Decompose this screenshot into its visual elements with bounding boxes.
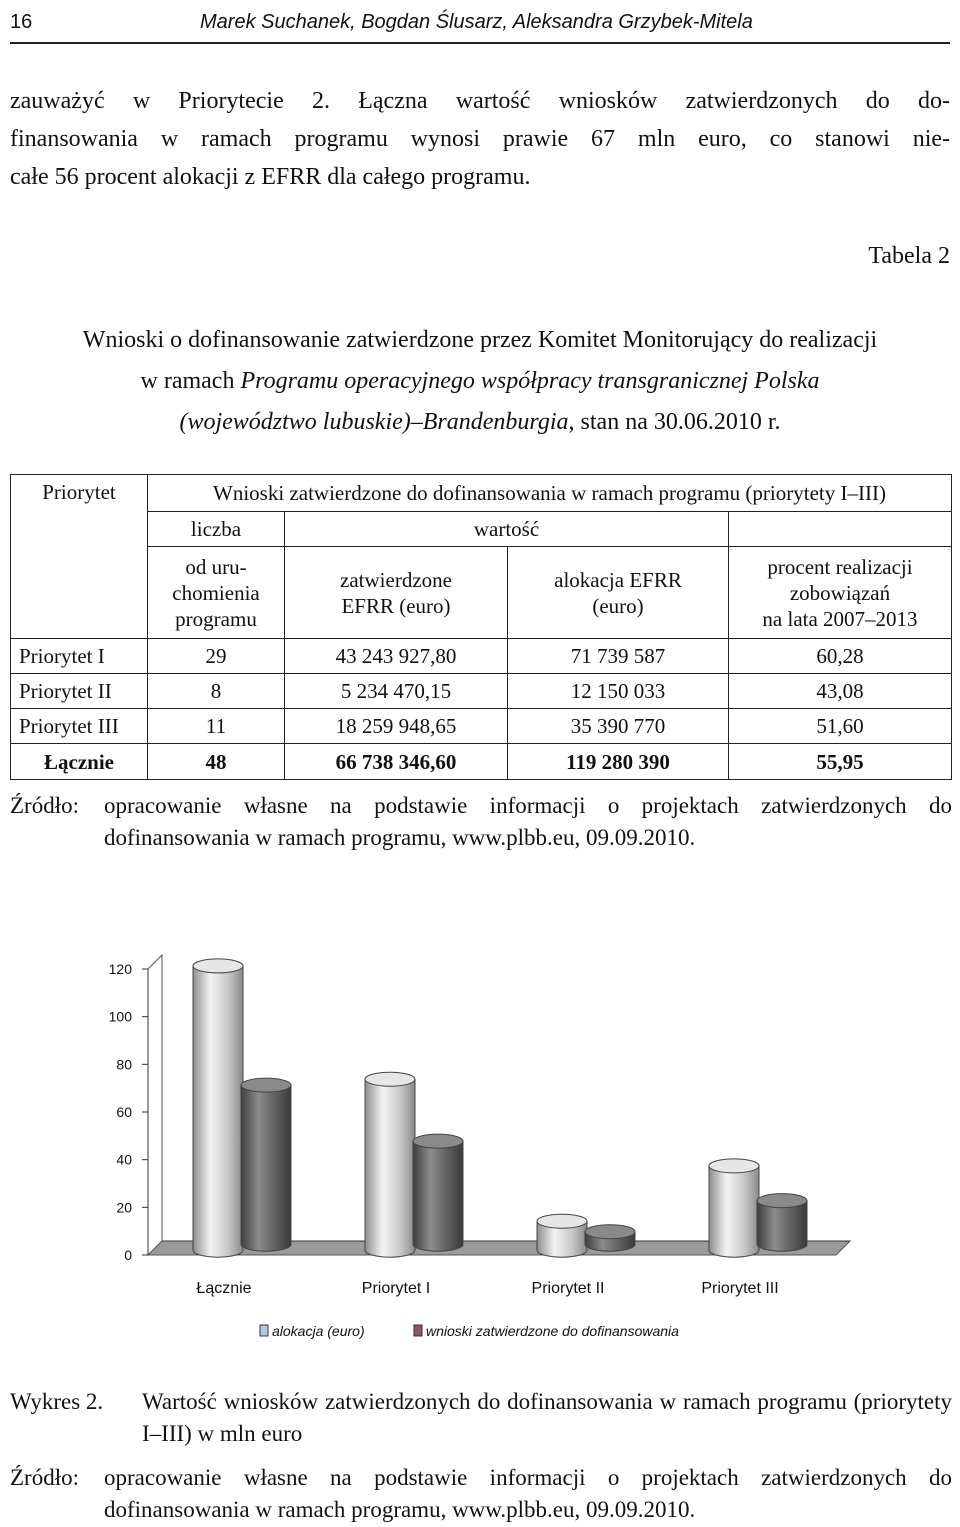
- bar-body: [193, 966, 243, 1257]
- bar: [413, 1134, 463, 1251]
- bar: [585, 1225, 635, 1251]
- cell-zatwierdzone: 18 259 948,65: [285, 709, 508, 744]
- header-line: alokacja EFRR: [554, 567, 682, 592]
- legend-swatch: [260, 1325, 268, 1336]
- y-tick-label: 100: [108, 1008, 132, 1025]
- header-line: chomienia: [172, 580, 260, 605]
- header-line: zatwierdzone: [340, 567, 452, 592]
- cell-alokacja: 71 739 587: [508, 639, 729, 674]
- bar: [709, 1159, 759, 1257]
- bar-body: [757, 1201, 807, 1252]
- header-line: procent realizacji: [767, 554, 913, 579]
- data-table: [10, 474, 952, 780]
- cell-priorytet: Priorytet I: [11, 639, 148, 674]
- cell-zatwierdzone: 43 243 927,80: [285, 639, 508, 674]
- header-priorytet: Priorytet: [11, 475, 148, 639]
- cell-liczba: 8: [148, 674, 285, 709]
- figure-source-note: [10, 1462, 952, 1526]
- header-line: (euro): [592, 593, 644, 618]
- header-wartosc: wartość: [285, 512, 729, 547]
- source-text: opracowanie własne na podstawie informacji o projektach zatwierdzonych do dofinansowania w ramach programu, www.plbb.eu, 09.09.2010.: [104, 793, 952, 850]
- figure-caption: [10, 1386, 952, 1450]
- cell-liczba: 29: [148, 639, 285, 674]
- cell-procent: 55,95: [729, 744, 952, 780]
- bar-top: [757, 1194, 807, 1208]
- y-tick-label: 80: [116, 1056, 132, 1073]
- cell-procent: 43,08: [729, 674, 952, 709]
- bar-top: [537, 1214, 587, 1228]
- legend-swatch: [414, 1325, 422, 1336]
- running-header-authors: Marek Suchanek, Bogdan Ślusarz, Aleksandra Grzybek-Mitela: [200, 10, 753, 33]
- bar-body: [413, 1141, 463, 1251]
- figure-label: Wykres 2.: [10, 1389, 104, 1414]
- caption-program-name: Programu operacyjnego współpracy transgranicznej Polska: [240, 368, 820, 394]
- cell-zatwierdzone: 66 738 346,60: [285, 744, 508, 780]
- bar-body: [365, 1079, 415, 1257]
- cell-procent: 60,28: [729, 639, 952, 674]
- bar-top: [365, 1072, 415, 1086]
- legend-label: alokacja (euro): [272, 1323, 365, 1339]
- bar-body: [709, 1166, 759, 1257]
- table-source-note: [10, 790, 952, 854]
- y-tick-label: 60: [116, 1104, 132, 1120]
- intro-line: finansowania w ramach programu wynosi prawie 67 mln euro, co stanowi nie-: [10, 126, 950, 152]
- bar-chart: [0, 945, 960, 1365]
- source-text: opracowanie własne na podstawie informacji o projektach zatwierdzonych do dofinansowania w ramach programu, www.plbb.eu, 09.09.2010.: [104, 1465, 952, 1522]
- caption-line: Wnioski o dofinansowanie zatwierdzone przez Komitet Monitorujący do realizacji: [82, 327, 878, 353]
- header-line: EFRR (euro): [341, 593, 451, 618]
- x-category-label: Priorytet III: [701, 1280, 779, 1297]
- table-label: Tabela 2: [868, 243, 950, 269]
- intro-line: zauważyć w Priorytecie 2. Łączna wartość wniosków zatwierdzonych do do-: [10, 88, 950, 114]
- header-liczba: liczba: [148, 512, 285, 547]
- intro-line: całe 56 procent alokacji z EFRR dla całego programu.: [10, 164, 531, 190]
- cell-alokacja: 35 390 770: [508, 709, 729, 744]
- cell-alokacja: 12 150 033: [508, 674, 729, 709]
- y-tick-label: 120: [108, 961, 132, 977]
- cell-procent: 51,60: [729, 709, 952, 744]
- bar-top: [585, 1225, 635, 1239]
- y-axis: [109, 961, 148, 1263]
- header-line: programu: [175, 606, 257, 631]
- bar: [365, 1072, 415, 1257]
- header-alokacja: [508, 547, 729, 639]
- header-line: na lata 2007–2013: [762, 606, 918, 631]
- cell-priorytet: Łącznie: [11, 744, 148, 780]
- cell-priorytet: Priorytet III: [11, 709, 148, 744]
- cell-priorytet: Priorytet II: [11, 674, 148, 709]
- chart-bars: [193, 959, 807, 1257]
- table-row: [11, 639, 952, 674]
- running-header: [10, 2, 950, 44]
- x-axis: [196, 1280, 778, 1297]
- caption-date: , stan na 30.06.2010 r.: [568, 409, 781, 435]
- chart-side-wall: [148, 955, 162, 1255]
- bar-top: [413, 1134, 463, 1148]
- header-zatwierdzone: [285, 547, 508, 639]
- table-header-row: [11, 475, 952, 512]
- header-empty: [729, 512, 952, 547]
- bar: [241, 1078, 291, 1251]
- cell-liczba: 11: [148, 709, 285, 744]
- cell-alokacja: 119 280 390: [508, 744, 729, 780]
- y-tick-label: 0: [124, 1247, 132, 1263]
- figure-title: Wartość wniosków zatwierdzonych do dofinansowania w ramach programu (priorytety I–III) w mln euro: [142, 1389, 952, 1446]
- source-label: Źródło:: [10, 793, 79, 818]
- caption-line: [10, 402, 950, 443]
- x-category-label: Priorytet II: [531, 1280, 605, 1297]
- bar-top: [193, 959, 243, 973]
- table-header-row: [11, 547, 952, 639]
- bar: [757, 1194, 807, 1252]
- bar-top: [241, 1078, 291, 1092]
- table-row: [11, 674, 952, 709]
- page-number: 16: [10, 10, 33, 33]
- caption-text: w ramach: [140, 368, 241, 394]
- header-main: Wnioski zatwierdzone do dofinansowania w ramach programu (priorytety I–III): [148, 475, 952, 512]
- x-category-label: Priorytet I: [361, 1280, 431, 1297]
- y-tick-label: 40: [116, 1151, 132, 1168]
- caption-line: [10, 361, 950, 402]
- table-row: [11, 709, 952, 744]
- bar: [537, 1214, 587, 1257]
- header-line: zobowiązań: [789, 580, 891, 605]
- y-tick-label: 20: [116, 1199, 132, 1216]
- chart-legend: [260, 1323, 679, 1339]
- caption-program-name: (województwo lubuskie)–Brandenburgia: [179, 409, 569, 435]
- table-total-row: [11, 744, 952, 780]
- intro-paragraph: [10, 82, 950, 196]
- cell-zatwierdzone: 5 234 470,15: [285, 674, 508, 709]
- header-od-uruchomienia: [148, 547, 285, 639]
- table-header-row: [11, 512, 952, 547]
- header-line: od uru-: [185, 554, 247, 579]
- bar-top: [709, 1159, 759, 1173]
- source-label: Źródło:: [10, 1465, 79, 1490]
- table-caption: [10, 320, 950, 443]
- cell-liczba: 48: [148, 744, 285, 780]
- x-category-label: Łącznie: [196, 1280, 252, 1297]
- bar: [193, 959, 243, 1257]
- header-procent: [729, 547, 952, 639]
- bar-body: [241, 1085, 291, 1251]
- legend-label: wnioski zatwierdzone do dofinansowania: [426, 1323, 679, 1339]
